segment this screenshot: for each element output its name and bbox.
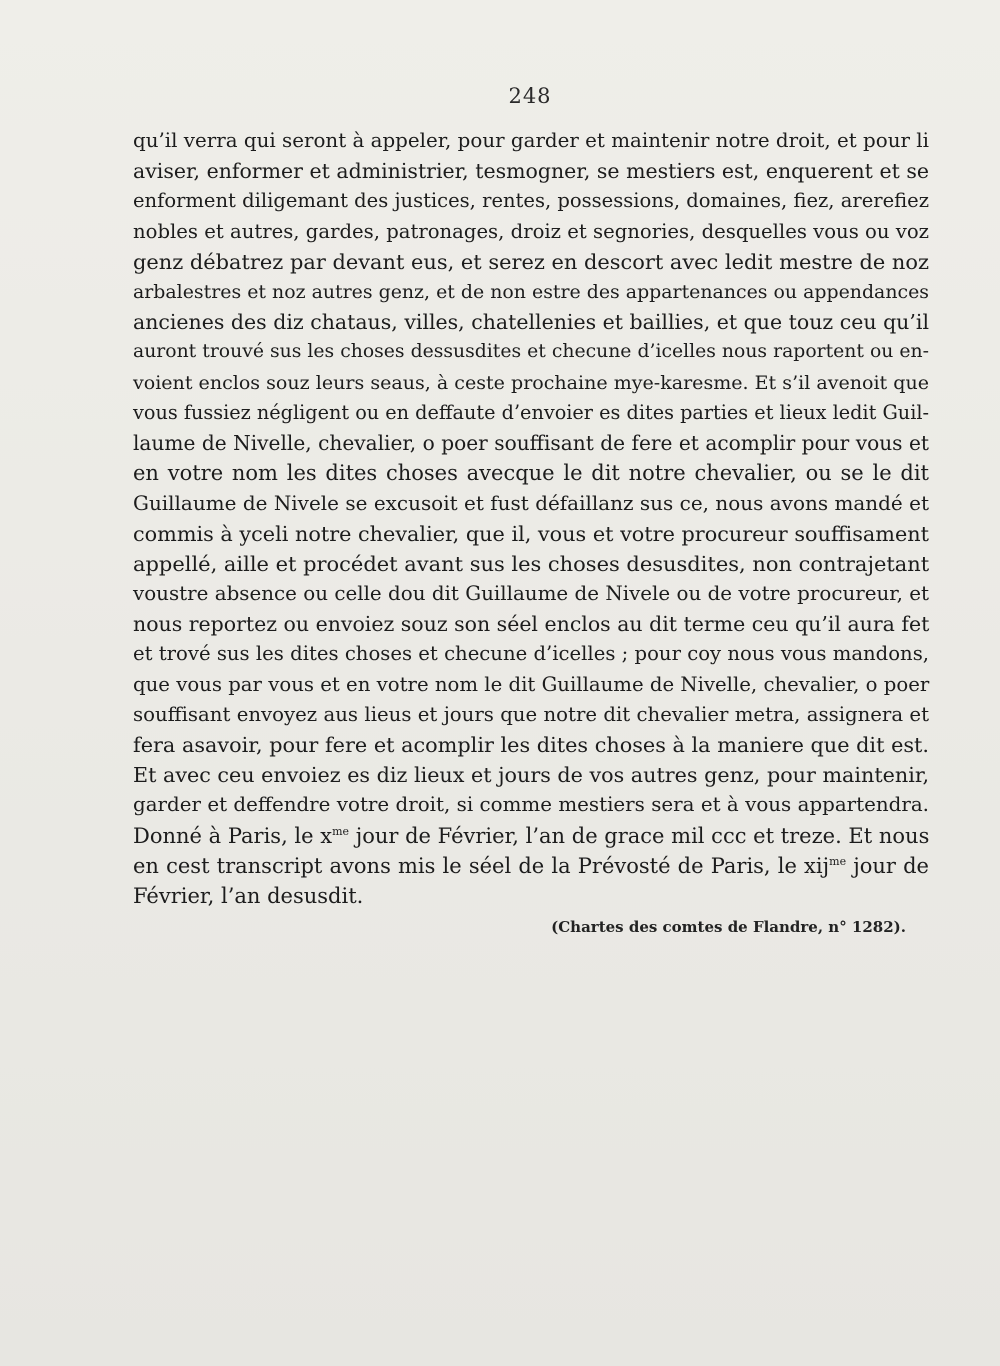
text-line: garder et deffendre votre droit, si comme mestiers sera et à vous appartendra. <box>133 793 929 817</box>
text-line: genz débatrez par devant eus, et serez en descort avec ledit mestre de noz <box>133 249 929 274</box>
text-line: nobles et autres, gardes, patronages, droiz et segnories, desquelles vous ou voz <box>133 219 929 243</box>
text-segment: jour de <box>846 853 929 878</box>
superscript: me <box>332 824 350 838</box>
page-number: 248 <box>508 84 552 108</box>
text-segment: en cest transcript avons mis le séel de la Prévosté de Paris, le xij <box>133 853 830 878</box>
text-line: qu’il verra qui seront à appeler, pour garder et maintenir notre droit, et pour li <box>133 129 929 152</box>
text-line: fera asavoir, pour fere et acomplir les dites choses à la maniere que dit est. <box>133 733 929 758</box>
text-line: en votre nom les dites choses avecque le dit notre chevalier, ou se le dit <box>133 461 929 486</box>
superscript: me <box>829 854 847 868</box>
text-line: Février, l’an desusdit. <box>133 884 364 909</box>
text-line-with-superscript <box>133 851 929 881</box>
text-line: appellé, aille et procédet avant sus les choses desusdites, non contrajetant <box>133 551 930 576</box>
text-line: auront trouvé sus les choses dessusdites et checune d’icelles nous raportent ou en- <box>133 341 929 363</box>
text-line: arbalestres et noz autres genz, et de non estre des appartenances ou appendances <box>133 281 929 304</box>
text-line-with-superscript <box>133 821 929 851</box>
body-text <box>133 126 929 911</box>
text-line: laume de Nivelle, chevalier, o poer souffisant de fere et acomplir pour vous et <box>133 431 929 456</box>
text-line: Guillaume de Nivele se excusoit et fust défaillanz sus ce, nous avons mandé et <box>133 491 929 516</box>
text-line: ancienes des diz chataus, villes, chatellenies et baillies, et que touz ceu qu’il <box>133 310 929 335</box>
text-line: voustre absence ou celle dou dit Guillaume de Nivele ou de votre procureur, et <box>133 582 929 606</box>
text-line: enforment diligemant des justices, rentes, possessions, domaines, fiez, arerefiez <box>133 189 929 213</box>
text-line: souffisant envoyez aus lieus et jours que notre dit chevalier metra, assignera et <box>133 702 929 726</box>
text-line: nous reportez ou envoiez souz son séel enclos au dit terme ceu qu’il aura fet <box>133 612 930 637</box>
text-segment: jour de Février, l’an de grace mil ccc et treze. Et nous <box>349 823 930 848</box>
text-line: et trové sus les dites choses et checune d’icelles ; pour coy nous vous mandons, <box>133 642 929 666</box>
text-segment: Donné à Paris, le x <box>133 823 333 848</box>
citation: (Chartes des comtes de Flandre, n° 1282). <box>551 918 906 936</box>
text-line: commis à yceli notre chevalier, que il, vous et votre procureur souffisament <box>133 521 929 546</box>
text-line: aviser, enformer et administrier, tesmogner, se mestiers est, enquerent et se <box>133 159 929 184</box>
text-line: vous fussiez négligent ou en deffaute d’envoier es dites parties et lieux ledit Guil- <box>133 400 929 424</box>
text-line: que vous par vous et en votre nom le dit Guillaume de Nivelle, chevalier, o poer <box>133 672 930 696</box>
text-line: Et avec ceu envoiez es diz lieux et jours de vos autres genz, pour maintenir, <box>133 763 930 788</box>
text-line: voient enclos souz leurs seaus, à ceste prochaine mye-karesme. Et s’il avenoit que <box>133 371 929 394</box>
